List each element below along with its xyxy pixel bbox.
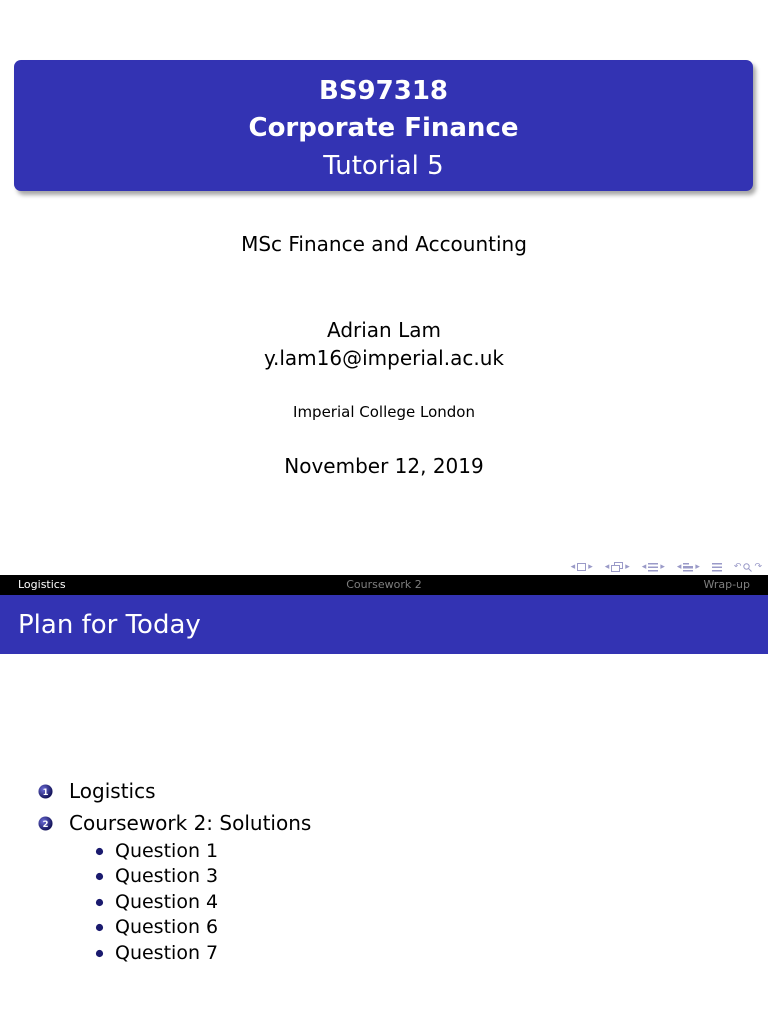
agenda-item-label: Coursework 2: Solutions [69,811,312,835]
course-code: BS97318 [319,76,448,106]
headline-section-logistics[interactable]: Logistics [18,578,66,591]
bullet-ball-icon [95,872,104,881]
headline-section-coursework[interactable]: Coursework 2 [346,578,422,591]
headline-navigation [0,575,768,595]
agenda-item-label: Logistics [69,779,156,803]
author-email: y.lam16@imperial.ac.uk [264,346,504,370]
question-label: Question 1 [115,840,219,862]
headline-section-wrapup[interactable]: Wrap-up [703,578,750,591]
svg-text:1: 1 [42,786,49,797]
question-label: Question 6 [115,916,219,939]
slide-nav-icon[interactable]: ◂ ▸ [570,562,593,572]
plan-slide [0,575,768,1024]
bullet-ball-icon [95,949,104,958]
institute: Imperial College London [293,403,475,421]
navigation-symbols [571,560,762,574]
course-title: Corporate Finance [248,113,519,143]
question-label: Question 4 [115,890,219,913]
subsection-nav-icon[interactable]: ◂ ▸ [641,562,665,572]
document-nav-icon[interactable] [712,562,722,572]
presentation-date: November 12, 2019 [284,454,484,478]
numbered-ball-icon [38,816,53,831]
bullet-ball-icon [95,898,104,907]
question-label: Question 3 [115,865,219,888]
bullet-ball-icon [95,847,104,856]
frame-title-bar [0,595,768,654]
question-label: Question 7 [115,941,219,964]
author-name: Adrian Lam [327,318,441,342]
section-nav-icon[interactable]: ◂ ▸ [676,562,700,572]
svg-text:2: 2 [42,818,49,829]
tutorial-title: Tutorial 5 [323,151,444,181]
search-icon[interactable]: ↶ ↷ [733,562,762,572]
frame-title: Plan for Today [18,610,201,640]
numbered-ball-icon [38,784,53,799]
title-block [14,60,753,191]
bullet-ball-icon [95,923,104,932]
frame-nav-icon[interactable]: ◂ ▸ [604,562,630,572]
subtitle: MSc Finance and Accounting [241,232,527,256]
